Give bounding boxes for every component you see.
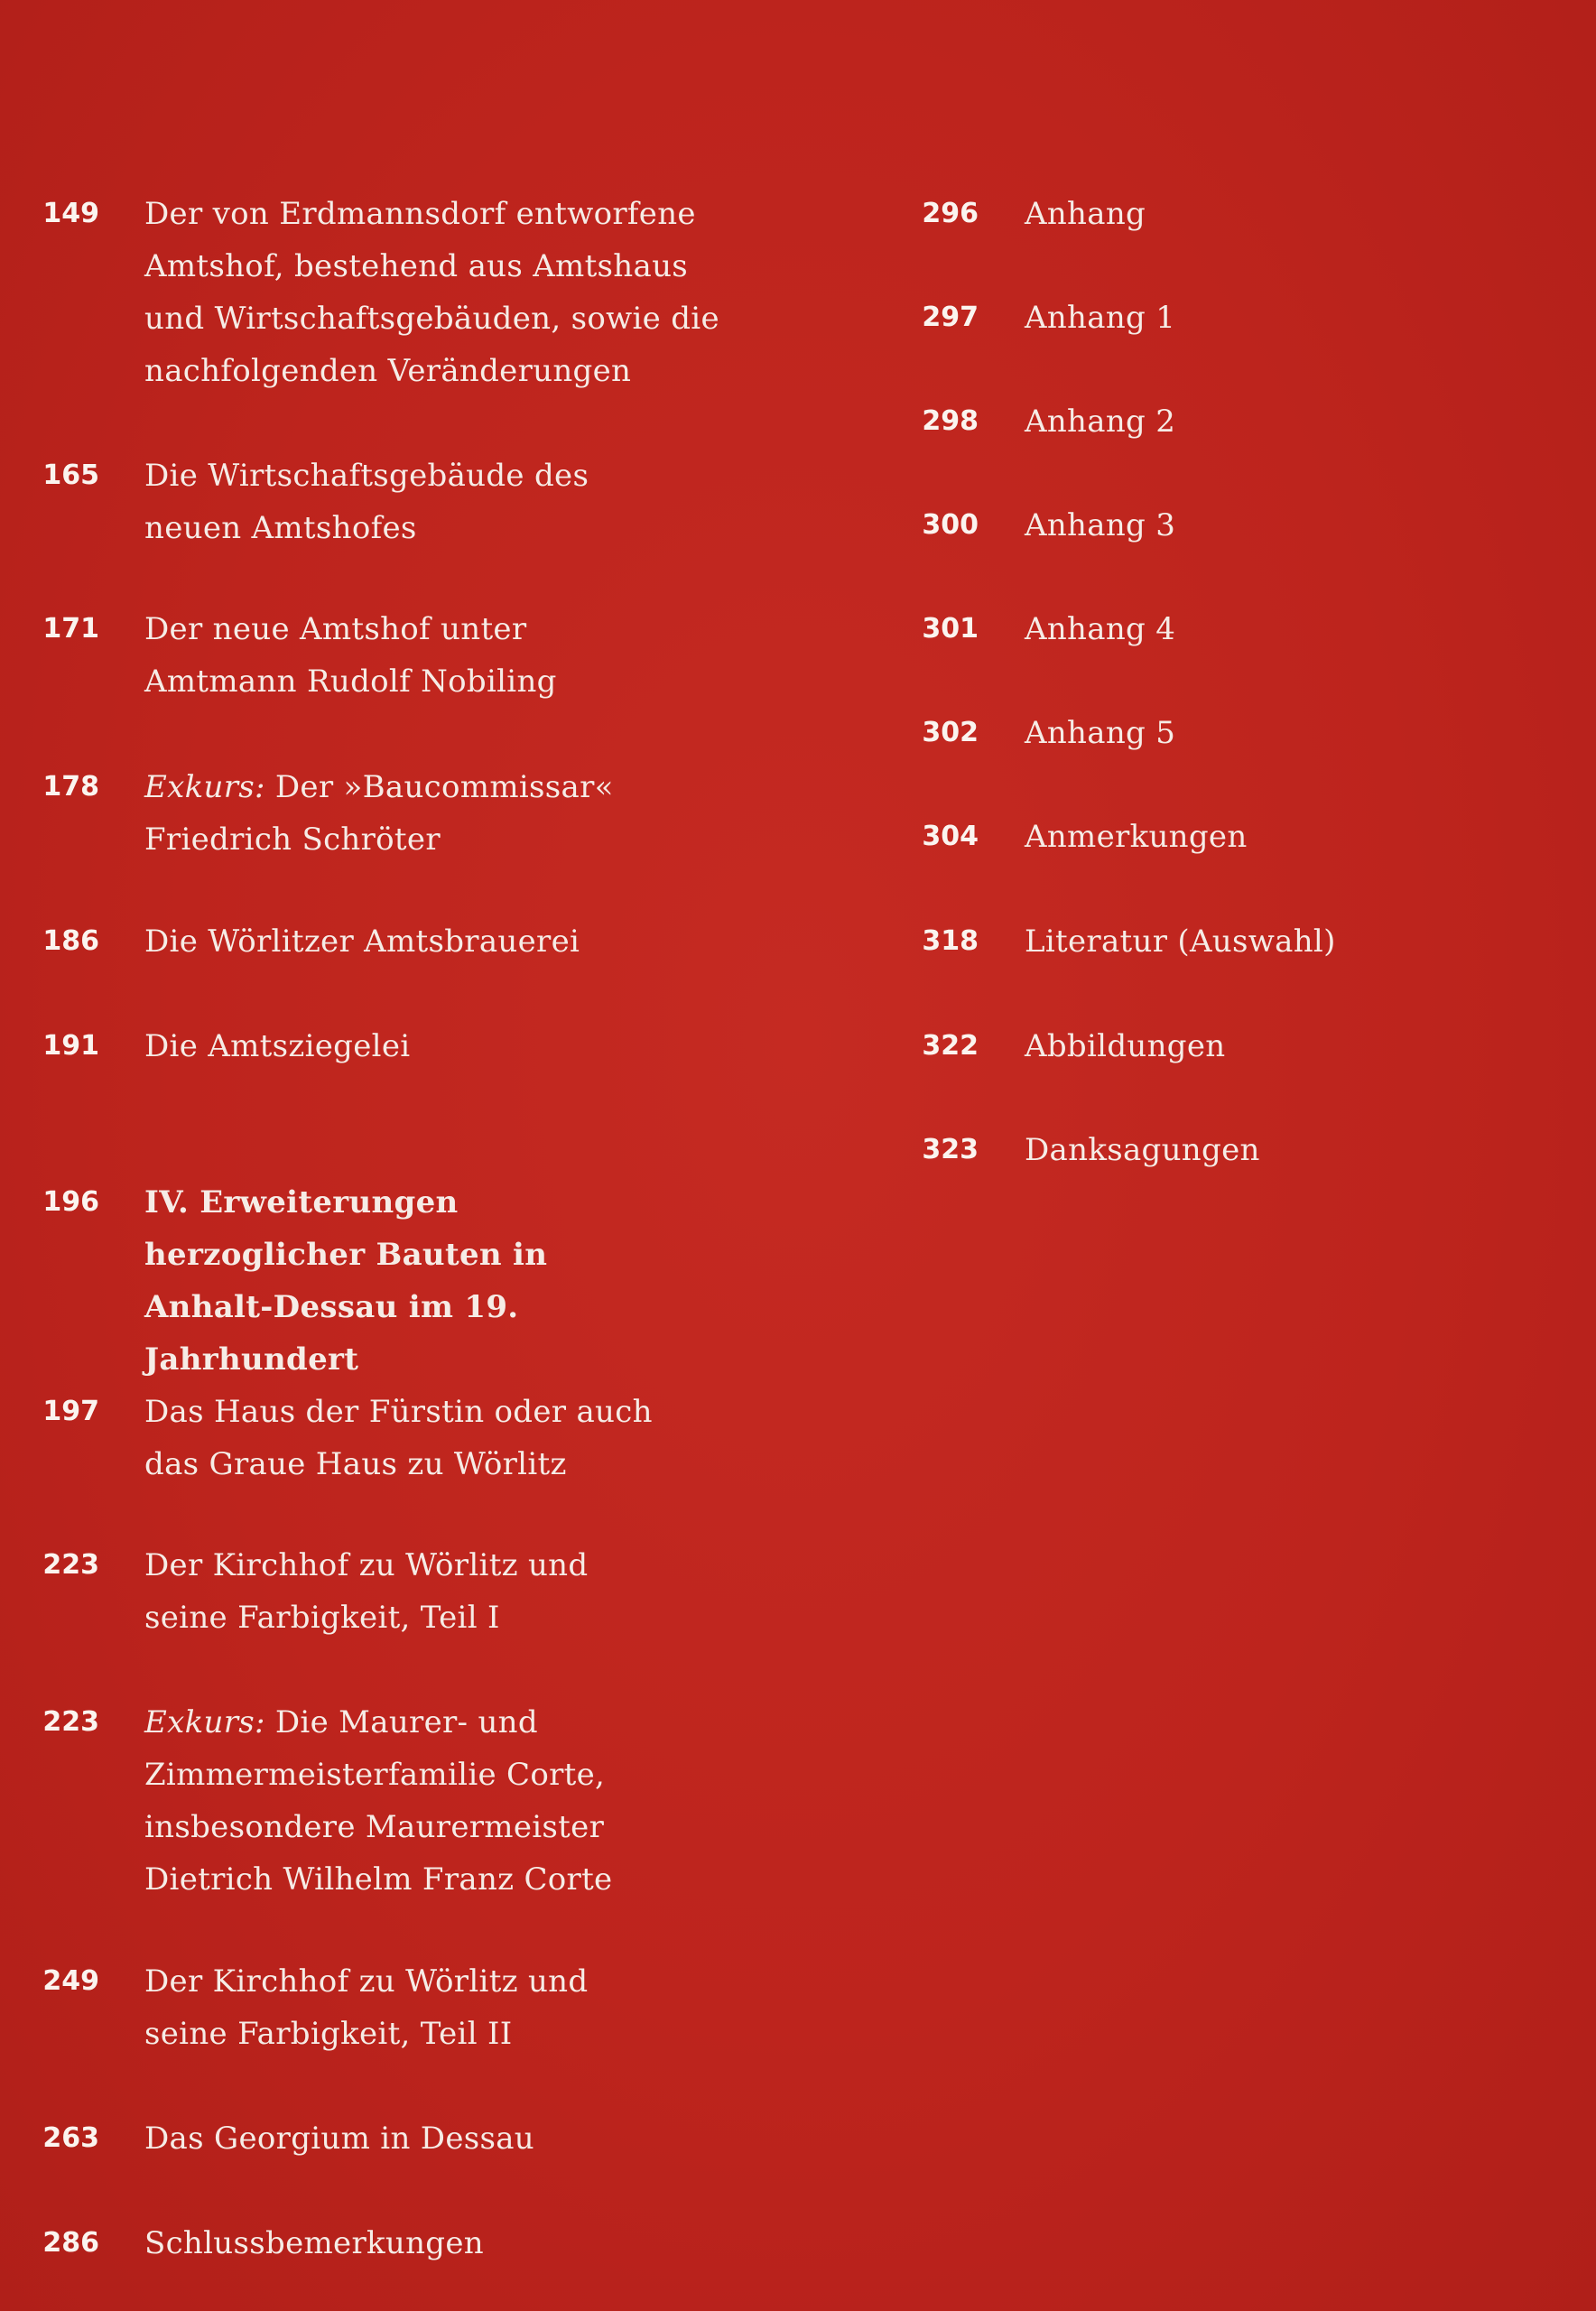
toc-entry <box>903 1020 1494 1072</box>
excursus-label: Exkurs: <box>144 1704 265 1740</box>
entry-title: Danksagungen <box>1025 1132 1260 1168</box>
entry-title: Der neue Amtshof unter Amtmann Rudolf Nobiling <box>144 611 557 700</box>
toc-entry <box>0 761 650 866</box>
entry-title: Der Kirchhof zu Wörlitz und seine Farbigkeit, Teil I <box>144 1547 589 1636</box>
page-number: 191 <box>42 1030 99 1062</box>
entry-title: Das Georgium in Dessau <box>144 2121 534 2157</box>
page-number: 186 <box>42 925 99 957</box>
entry-title: Anhang 1 <box>1025 300 1176 336</box>
toc-entry <box>0 1176 686 1386</box>
page-number: 296 <box>922 198 979 229</box>
toc-entry <box>0 1539 632 1644</box>
page-number: 197 <box>42 1396 99 1427</box>
toc-entry <box>903 395 1494 448</box>
entry-title <box>144 1696 722 1906</box>
section-heading: IV. Erweiterungen herzoglicher Bauten in Anhalt-Dessau im 19. Jahrhundert <box>144 1184 548 1378</box>
page-number: 302 <box>922 717 979 748</box>
toc-entry <box>0 450 614 554</box>
page-number: 249 <box>42 1965 99 1997</box>
entry-title: Anhang 5 <box>1025 715 1176 751</box>
page-number: 286 <box>42 2227 99 2259</box>
page-number: 165 <box>42 459 99 491</box>
toc-entry <box>903 915 1494 968</box>
toc-entry <box>0 603 596 708</box>
toc-entry <box>0 2217 722 2269</box>
entry-title: Anhang 3 <box>1025 507 1176 543</box>
page-number: 149 <box>42 198 99 229</box>
toc-entry <box>0 915 722 968</box>
toc-entry <box>0 188 722 397</box>
toc-entry <box>903 188 1494 240</box>
toc-entry <box>0 1386 668 1490</box>
entry-title: Anmerkungen <box>1025 819 1248 855</box>
entry-title-text: Der »Baucommissar« Friedrich Schröter <box>144 769 614 858</box>
entry-title: Literatur (Auswahl) <box>1025 923 1336 960</box>
toc-entry <box>0 1696 722 1906</box>
page-number: 178 <box>42 771 99 803</box>
entry-title: Die Wirtschaftsgebäude des neuen Amtshofes <box>144 458 589 546</box>
entry-title: Der Kirchhof zu Wörlitz und seine Farbigkeit, Teil II <box>144 1963 589 2052</box>
toc-entry <box>903 811 1494 863</box>
excursus-label: Exkurs: <box>144 769 265 805</box>
toc-entry <box>0 1955 632 2060</box>
toc-entry <box>903 292 1494 344</box>
page-number: 171 <box>42 613 99 645</box>
page-number: 300 <box>922 509 979 541</box>
page-number: 304 <box>922 821 979 852</box>
entry-title <box>144 761 650 866</box>
page-number: 223 <box>42 1549 99 1581</box>
entry-title: Schlussbemerkungen <box>144 2225 484 2261</box>
toc-entry <box>903 499 1494 552</box>
page-number: 297 <box>922 302 979 333</box>
toc-entry <box>903 1124 1494 1176</box>
entry-title: Der von Erdmannsdorf entworfene Amtshof, bestehend aus Amtshaus und Wirtschaftsgebäuden, sowie die nachfolgenden Veränderungen <box>144 196 719 389</box>
entry-title-text: Die Maurer- und Zimmermeisterfamilie Corte, insbesondere Maurermeister Dietrich Wilhelm Franz Corte <box>144 1704 613 1898</box>
page-number: 298 <box>922 405 979 437</box>
entry-title: Das Haus der Fürstin oder auch das Graue Haus zu Wörlitz <box>144 1394 653 1482</box>
page-number: 323 <box>922 1134 979 1165</box>
page-number: 322 <box>922 1030 979 1062</box>
toc-entry <box>903 603 1494 655</box>
page-number: 263 <box>42 2122 99 2154</box>
page-number: 318 <box>922 925 979 957</box>
entry-title: Anhang 4 <box>1025 611 1176 647</box>
entry-title: Die Wörlitzer Amtsbrauerei <box>144 923 580 960</box>
entry-title: Die Amtsziegelei <box>144 1028 411 1064</box>
entry-title: Anhang <box>1025 196 1146 232</box>
entry-title: Anhang 2 <box>1025 404 1176 440</box>
page-number: 223 <box>42 1706 99 1738</box>
toc-entry <box>0 1020 722 1072</box>
page-number: 301 <box>922 613 979 645</box>
toc-entry <box>0 2112 722 2165</box>
toc-entry <box>903 707 1494 759</box>
page-number: 196 <box>42 1186 99 1218</box>
entry-title: Abbildungen <box>1025 1028 1226 1064</box>
